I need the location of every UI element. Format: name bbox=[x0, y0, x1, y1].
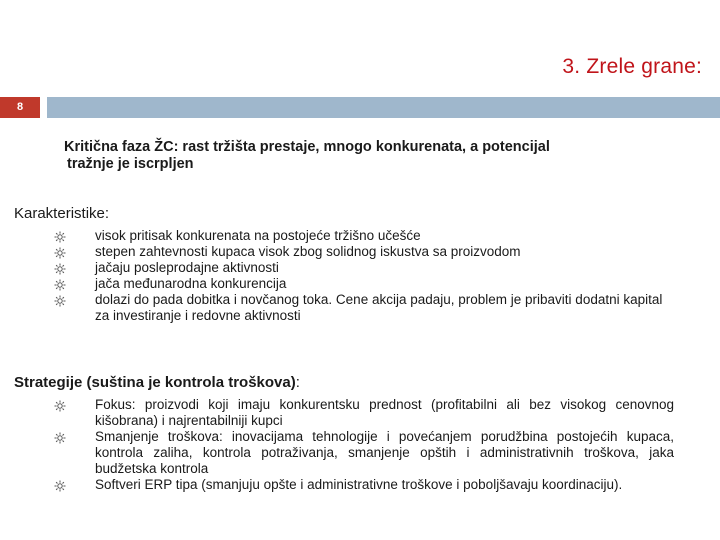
characteristics-heading: Karakteristike: bbox=[14, 205, 110, 222]
list-item bbox=[0, 477, 674, 493]
list-item bbox=[0, 260, 674, 276]
slide-number: 8 bbox=[0, 97, 40, 118]
sun-bullet-icon bbox=[54, 247, 66, 259]
item-text: Fokus: proizvodi koji imaju konkurentsku prednost (profitabilni ali bez visokog cenovnog kišobrana) i najrentabilniji kupci bbox=[95, 397, 674, 428]
sun-bullet-icon bbox=[54, 480, 66, 492]
sun-bullet-icon bbox=[54, 295, 66, 307]
item-text: jačaju posleprodajne aktivnosti bbox=[95, 260, 279, 275]
header-band bbox=[0, 97, 720, 118]
item-text: jača međunarodna konkurencija bbox=[95, 276, 287, 291]
list-item bbox=[0, 292, 674, 324]
strategies-heading-text: Strategije (suština je kontrola troškova) bbox=[14, 374, 296, 391]
sun-bullet-icon bbox=[54, 432, 66, 444]
list-item bbox=[0, 397, 674, 429]
sun-bullet-icon bbox=[54, 400, 66, 412]
intro-line-1: Kritična faza ŽC: rast tržišta prestaje, mnogo konkurenata, a potencijal bbox=[64, 139, 550, 155]
intro-text bbox=[64, 139, 684, 173]
strategies-heading-colon: : bbox=[295, 374, 300, 391]
slide-title: 3. Zrele grane: bbox=[562, 55, 702, 78]
characteristics-list bbox=[0, 228, 674, 324]
list-item bbox=[0, 429, 674, 477]
list-item bbox=[0, 276, 674, 292]
strategies-list bbox=[0, 397, 674, 493]
list-item bbox=[0, 228, 674, 244]
item-text: Smanjenje troškova: inovacijama tehnologije i povećanjem porudžbina postojećih kupaca, kontrola zaliha, kontrola potraživanja, smanjenje opštih i administrativnih troškova, jaka budžetska kontrola bbox=[95, 429, 674, 476]
item-text: Softveri ERP tipa (smanjuju opšte i administrativne troškove i poboljšavaju koordinaciju). bbox=[95, 477, 623, 492]
item-text: dolazi do pada dobitka i novčanog toka. Cene akcija padaju, problem je pribaviti dodatni kapital za investiranje i redovne aktivnosti bbox=[95, 292, 663, 323]
list-item bbox=[0, 244, 674, 260]
item-text: stepen zahtevnosti kupaca visok zbog solidnog iskustva sa proizvodom bbox=[95, 244, 521, 259]
sun-bullet-icon bbox=[54, 279, 66, 291]
intro-line-2: tražnje je iscrpljen bbox=[67, 156, 194, 172]
sun-bullet-icon bbox=[54, 263, 66, 275]
sun-bullet-icon bbox=[54, 231, 66, 243]
item-text: visok pritisak konkurenata na postojeće tržišno učešće bbox=[95, 228, 421, 243]
strategies-heading bbox=[14, 374, 300, 392]
header-bar bbox=[47, 97, 720, 118]
